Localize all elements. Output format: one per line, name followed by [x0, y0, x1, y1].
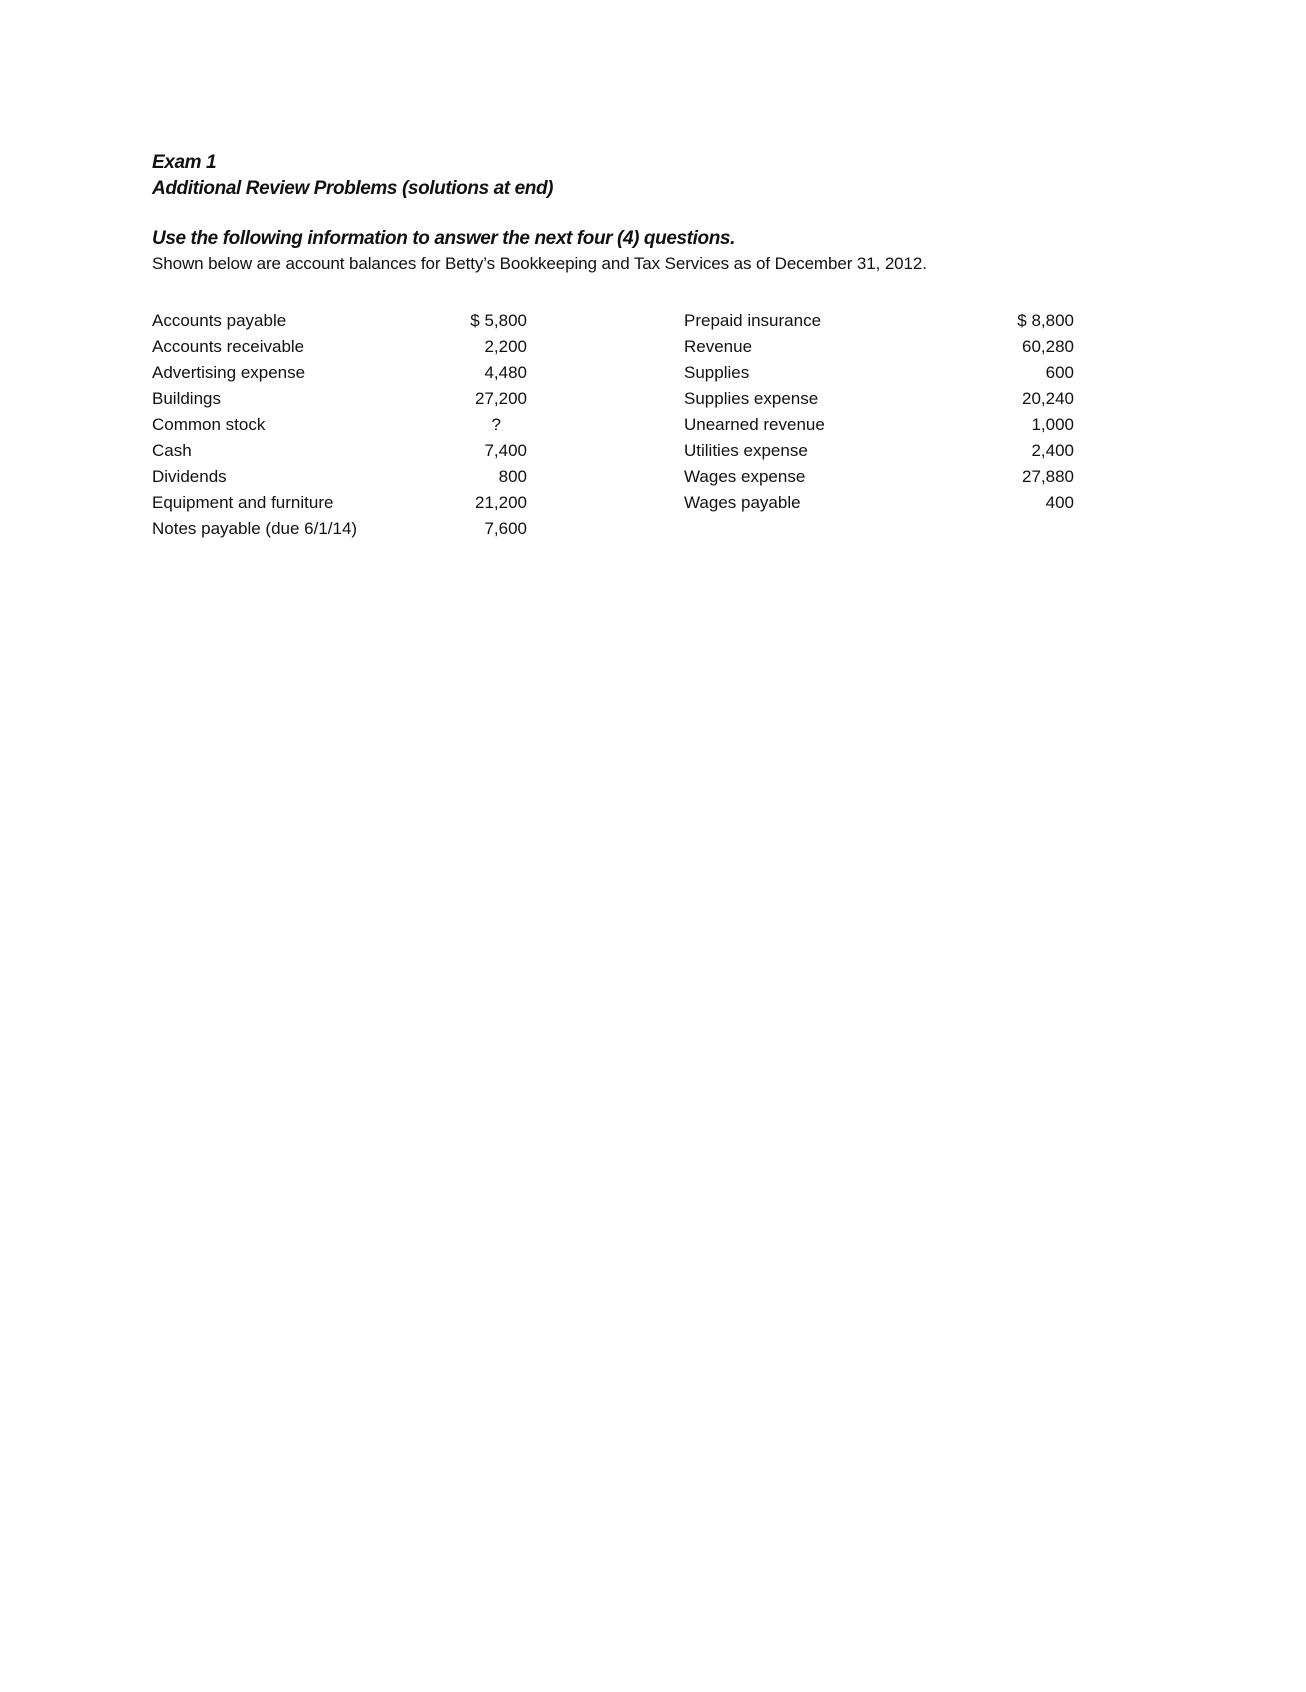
account-amount: ? — [491, 415, 501, 434]
exam-subtitle: Additional Review Problems (solutions at end) — [152, 178, 554, 199]
account-name: Notes payable (due 6/1/14) — [152, 519, 358, 538]
account-row — [684, 308, 1074, 334]
account-name: Common stock — [152, 415, 266, 434]
instruction-text: Use the following information to answer the next four (4) questions. — [152, 228, 735, 249]
account-row — [152, 334, 532, 360]
account-name: Utilities expense — [684, 441, 808, 460]
account-name: Prepaid insurance — [684, 311, 822, 330]
account-row — [684, 438, 1074, 464]
account-amount: 60,280 — [1022, 337, 1074, 356]
account-name: Accounts receivable — [152, 337, 305, 356]
account-name: Supplies expense — [684, 389, 819, 408]
account-amount: 21,200 — [475, 493, 527, 512]
account-name: Equipment and furniture — [152, 493, 334, 512]
account-name: Buildings — [152, 389, 221, 408]
account-row — [684, 464, 1074, 490]
account-amount: 27,880 — [1022, 467, 1074, 486]
account-amount: 7,600 — [484, 519, 527, 538]
account-amount: 20,240 — [1022, 389, 1074, 408]
account-row — [684, 490, 1074, 516]
account-amount: 400 — [1045, 493, 1074, 512]
account-amount: $ 5,800 — [470, 311, 527, 330]
account-row — [152, 386, 532, 412]
account-row — [152, 516, 532, 542]
account-row — [152, 308, 532, 334]
account-row — [684, 360, 1074, 386]
account-row — [152, 438, 532, 464]
account-amount: 2,200 — [484, 337, 527, 356]
account-amount: 600 — [1045, 363, 1074, 382]
account-row — [152, 490, 532, 516]
account-amount: 800 — [498, 467, 527, 486]
document-page — [152, 150, 1152, 538]
account-name: Wages expense — [684, 467, 806, 486]
account-amount: 1,000 — [1031, 415, 1074, 434]
intro-text: Shown below are account balances for Betty’s Bookkeeping and Tax Services as of December 31, 2012. — [152, 254, 927, 273]
account-amount: 2,400 — [1031, 441, 1074, 460]
account-amount: 27,200 — [475, 389, 527, 408]
account-name: Revenue — [684, 337, 753, 356]
account-row — [684, 386, 1074, 412]
account-name: Wages payable — [684, 493, 801, 512]
account-row — [684, 412, 1074, 438]
account-amount: 4,480 — [484, 363, 527, 382]
account-row — [152, 464, 532, 490]
account-amount: $ 8,800 — [1017, 311, 1074, 330]
account-name: Cash — [152, 441, 192, 460]
account-name: Unearned revenue — [684, 415, 825, 434]
right-accounts-column — [684, 308, 1074, 516]
account-name: Supplies — [684, 363, 750, 382]
account-name: Dividends — [152, 467, 227, 486]
account-amount: 7,400 — [484, 441, 527, 460]
account-row — [152, 412, 532, 438]
account-row — [152, 360, 532, 386]
left-accounts-column — [152, 308, 532, 542]
account-name: Advertising expense — [152, 363, 306, 382]
account-name: Accounts payable — [152, 311, 287, 330]
account-row — [684, 334, 1074, 360]
exam-title: Exam 1 — [152, 152, 217, 173]
